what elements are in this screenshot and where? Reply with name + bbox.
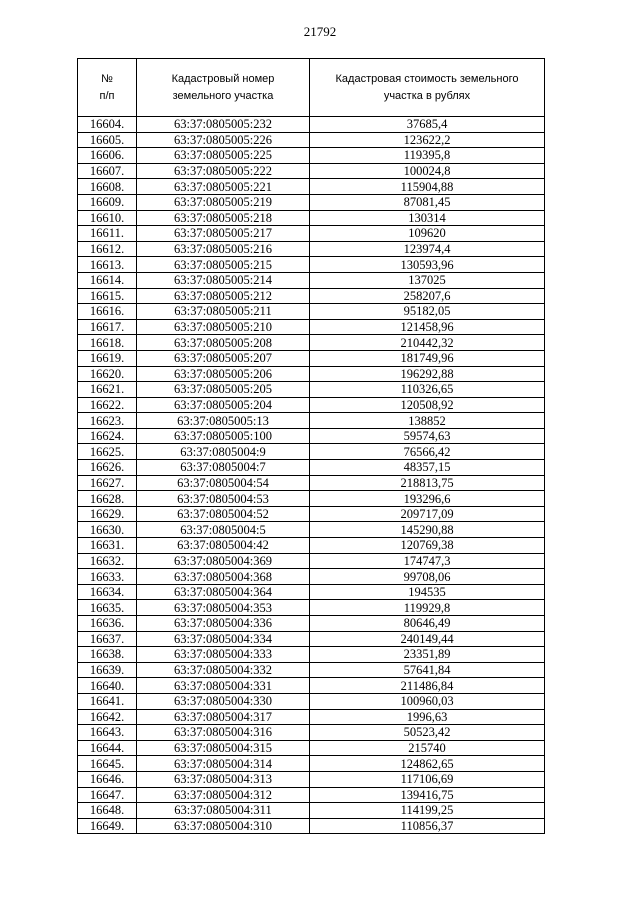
- header-cadastral-value: [310, 59, 545, 117]
- table-row: [78, 569, 545, 585]
- cadastral-value-cell: 110856,37: [310, 818, 545, 834]
- table-row: [78, 647, 545, 663]
- cadastral-value-cell: 210442,32: [310, 335, 545, 351]
- header-cadastral-number: [137, 59, 310, 117]
- cadastral-number-cell: 63:37:0805005:219: [137, 194, 310, 210]
- row-number-cell: 16610.: [78, 210, 137, 226]
- row-number-cell: 16622.: [78, 397, 137, 413]
- cadastral-number-cell: 63:37:0805005:100: [137, 428, 310, 444]
- cadastral-number-cell: 63:37:0805004:54: [137, 475, 310, 491]
- header-row: [78, 59, 545, 117]
- table-row: [78, 288, 545, 304]
- cadastral-value-cell: 193296,6: [310, 491, 545, 507]
- table-row: [78, 226, 545, 242]
- cadastral-number-cell: 63:37:0805004:313: [137, 771, 310, 787]
- cadastral-number-cell: 63:37:0805005:210: [137, 319, 310, 335]
- table-row: [78, 553, 545, 569]
- row-number-cell: 16609.: [78, 194, 137, 210]
- table-row: [78, 194, 545, 210]
- row-number-cell: 16646.: [78, 771, 137, 787]
- cadastral-number-cell: 63:37:0805004:52: [137, 506, 310, 522]
- cadastral-number-cell: 63:37:0805005:204: [137, 397, 310, 413]
- cadastral-value-table: [77, 58, 545, 834]
- cadastral-number-cell: 63:37:0805005:13: [137, 413, 310, 429]
- cadastral-number-cell: 63:37:0805005:208: [137, 335, 310, 351]
- cadastral-value-cell: 145290,88: [310, 522, 545, 538]
- table-row: [78, 304, 545, 320]
- cadastral-value-cell: 139416,75: [310, 787, 545, 803]
- cadastral-number-cell: 63:37:0805004:9: [137, 444, 310, 460]
- table-row: [78, 740, 545, 756]
- row-number-cell: 16605.: [78, 132, 137, 148]
- table-row: [78, 413, 545, 429]
- cadastral-number-cell: 63:37:0805005:215: [137, 257, 310, 273]
- cadastral-number-cell: 63:37:0805004:369: [137, 553, 310, 569]
- table-row: [78, 366, 545, 382]
- row-number-cell: 16635.: [78, 600, 137, 616]
- table-row: [78, 538, 545, 554]
- row-number-cell: 16606.: [78, 148, 137, 164]
- cadastral-value-cell: 130314: [310, 210, 545, 226]
- cadastral-number-cell: 63:37:0805004:330: [137, 693, 310, 709]
- row-number-cell: 16628.: [78, 491, 137, 507]
- cadastral-number-cell: 63:37:0805004:314: [137, 756, 310, 772]
- table-row: [78, 132, 545, 148]
- cadastral-value-cell: 209717,09: [310, 506, 545, 522]
- table-row: [78, 460, 545, 476]
- cadastral-value-cell: 23351,89: [310, 647, 545, 663]
- cadastral-number-cell: 63:37:0805004:42: [137, 538, 310, 554]
- row-number-cell: 16648.: [78, 803, 137, 819]
- table-row: [78, 771, 545, 787]
- table-body: [78, 117, 545, 834]
- row-number-cell: 16608.: [78, 179, 137, 195]
- table-row: [78, 600, 545, 616]
- cadastral-number-cell: 63:37:0805004:331: [137, 678, 310, 694]
- table-row: [78, 631, 545, 647]
- cadastral-value-cell: 240149,44: [310, 631, 545, 647]
- row-number-cell: 16633.: [78, 569, 137, 585]
- cadastral-value-cell: 100960,03: [310, 693, 545, 709]
- table-header: [78, 59, 545, 117]
- table-row: [78, 662, 545, 678]
- row-number-cell: 16624.: [78, 428, 137, 444]
- table-row: [78, 475, 545, 491]
- row-number-cell: 16618.: [78, 335, 137, 351]
- table-row: [78, 382, 545, 398]
- table-row: [78, 210, 545, 226]
- header-row-number: [78, 59, 137, 117]
- cadastral-number-cell: 63:37:0805004:311: [137, 803, 310, 819]
- table-row: [78, 506, 545, 522]
- cadastral-value-cell: 100024,8: [310, 163, 545, 179]
- cadastral-value-cell: 95182,05: [310, 304, 545, 320]
- row-number-cell: 16645.: [78, 756, 137, 772]
- cadastral-number-cell: 63:37:0805004:336: [137, 616, 310, 632]
- cadastral-number-cell: 63:37:0805004:334: [137, 631, 310, 647]
- table-row: [78, 756, 545, 772]
- cadastral-value-cell: 218813,75: [310, 475, 545, 491]
- cadastral-number-cell: 63:37:0805004:53: [137, 491, 310, 507]
- table-row: [78, 803, 545, 819]
- table-row: [78, 319, 545, 335]
- cadastral-number-cell: 63:37:0805005:211: [137, 304, 310, 320]
- table-row: [78, 709, 545, 725]
- row-number-cell: 16621.: [78, 382, 137, 398]
- row-number-cell: 16643.: [78, 725, 137, 741]
- table-row: [78, 725, 545, 741]
- cadastral-number-cell: 63:37:0805004:317: [137, 709, 310, 725]
- cadastral-value-cell: 196292,88: [310, 366, 545, 382]
- row-number-cell: 16619.: [78, 350, 137, 366]
- row-number-cell: 16617.: [78, 319, 137, 335]
- cadastral-number-cell: 63:37:0805005:207: [137, 350, 310, 366]
- cadastral-number-cell: 63:37:0805005:232: [137, 117, 310, 133]
- table-row: [78, 491, 545, 507]
- row-number-cell: 16625.: [78, 444, 137, 460]
- cadastral-value-cell: 215740: [310, 740, 545, 756]
- cadastral-number-cell: 63:37:0805004:333: [137, 647, 310, 663]
- cadastral-value-cell: 57641,84: [310, 662, 545, 678]
- row-number-cell: 16604.: [78, 117, 137, 133]
- cadastral-number-cell: 63:37:0805005:222: [137, 163, 310, 179]
- cadastral-value-cell: 109620: [310, 226, 545, 242]
- cadastral-value-cell: 194535: [310, 584, 545, 600]
- cadastral-number-cell: 63:37:0805005:226: [137, 132, 310, 148]
- table-row: [78, 335, 545, 351]
- table-row: [78, 272, 545, 288]
- row-number-cell: 16620.: [78, 366, 137, 382]
- cadastral-number-cell: 63:37:0805004:312: [137, 787, 310, 803]
- cadastral-value-cell: 211486,84: [310, 678, 545, 694]
- row-number-cell: 16638.: [78, 647, 137, 663]
- row-number-cell: 16627.: [78, 475, 137, 491]
- cadastral-number-cell: 63:37:0805004:310: [137, 818, 310, 834]
- row-number-cell: 16614.: [78, 272, 137, 288]
- cadastral-number-cell: 63:37:0805004:332: [137, 662, 310, 678]
- cadastral-value-cell: 115904,88: [310, 179, 545, 195]
- cadastral-number-cell: 63:37:0805005:212: [137, 288, 310, 304]
- table-row: [78, 179, 545, 195]
- table-row: [78, 397, 545, 413]
- cadastral-value-cell: 138852: [310, 413, 545, 429]
- cadastral-value-cell: 37685,4: [310, 117, 545, 133]
- row-number-cell: 16632.: [78, 553, 137, 569]
- cadastral-value-cell: 80646,49: [310, 616, 545, 632]
- row-number-cell: 16613.: [78, 257, 137, 273]
- cadastral-number-cell: 63:37:0805004:5: [137, 522, 310, 538]
- table-row: [78, 428, 545, 444]
- row-number-cell: 16630.: [78, 522, 137, 538]
- row-number-cell: 16647.: [78, 787, 137, 803]
- cadastral-value-cell: 137025: [310, 272, 545, 288]
- cadastral-value-cell: 117106,69: [310, 771, 545, 787]
- cadastral-value-cell: 130593,96: [310, 257, 545, 273]
- cadastral-value-cell: 120769,38: [310, 538, 545, 554]
- row-number-cell: 16626.: [78, 460, 137, 476]
- cadastral-number-cell: 63:37:0805005:205: [137, 382, 310, 398]
- cadastral-value-cell: 174747,3: [310, 553, 545, 569]
- cadastral-value-cell: 124862,65: [310, 756, 545, 772]
- header-cadastral-value-label: Кадастровая стоимость земельного участка в рублях: [335, 72, 519, 102]
- cadastral-number-cell: 63:37:0805004:315: [137, 740, 310, 756]
- cadastral-value-cell: 121458,96: [310, 319, 545, 335]
- row-number-cell: 16649.: [78, 818, 137, 834]
- cadastral-number-cell: 63:37:0805005:218: [137, 210, 310, 226]
- table-row: [78, 350, 545, 366]
- cadastral-number-cell: 63:37:0805004:7: [137, 460, 310, 476]
- table-row: [78, 257, 545, 273]
- cadastral-value-cell: 99708,06: [310, 569, 545, 585]
- table-row: [78, 584, 545, 600]
- cadastral-value-cell: 123622,2: [310, 132, 545, 148]
- page-number: 21792: [303, 24, 337, 39]
- row-number-cell: 16631.: [78, 538, 137, 554]
- row-number-cell: 16642.: [78, 709, 137, 725]
- table-row: [78, 163, 545, 179]
- table-row: [78, 787, 545, 803]
- cadastral-number-cell: 63:37:0805004:353: [137, 600, 310, 616]
- row-number-cell: 16607.: [78, 163, 137, 179]
- cadastral-value-cell: 87081,45: [310, 194, 545, 210]
- cadastral-value-cell: 119395,8: [310, 148, 545, 164]
- row-number-cell: 16644.: [78, 740, 137, 756]
- cadastral-number-cell: 63:37:0805004:364: [137, 584, 310, 600]
- header-row-number-label: № п/п: [99, 72, 115, 102]
- row-number-cell: 16639.: [78, 662, 137, 678]
- header-cadastral-number-label: Кадастровый номер земельного участка: [171, 72, 275, 102]
- cadastral-value-cell: 50523,42: [310, 725, 545, 741]
- cadastral-value-cell: 59574,63: [310, 428, 545, 444]
- table-row: [78, 241, 545, 257]
- cadastral-value-cell: 258207,6: [310, 288, 545, 304]
- table-row: [78, 148, 545, 164]
- cadastral-value-cell: 48357,15: [310, 460, 545, 476]
- row-number-cell: 16636.: [78, 616, 137, 632]
- table-row: [78, 616, 545, 632]
- cadastral-number-cell: 63:37:0805004:368: [137, 569, 310, 585]
- cadastral-number-cell: 63:37:0805005:217: [137, 226, 310, 242]
- cadastral-value-cell: 119929,8: [310, 600, 545, 616]
- table-row: [78, 444, 545, 460]
- row-number-cell: 16616.: [78, 304, 137, 320]
- row-number-cell: 16629.: [78, 506, 137, 522]
- row-number-cell: 16634.: [78, 584, 137, 600]
- cadastral-number-cell: 63:37:0805005:214: [137, 272, 310, 288]
- row-number-cell: 16623.: [78, 413, 137, 429]
- cadastral-number-cell: 63:37:0805005:221: [137, 179, 310, 195]
- cadastral-value-cell: 181749,96: [310, 350, 545, 366]
- table-row: [78, 117, 545, 133]
- table-row: [78, 522, 545, 538]
- cadastral-value-cell: 120508,92: [310, 397, 545, 413]
- row-number-cell: 16641.: [78, 693, 137, 709]
- cadastral-value-cell: 76566,42: [310, 444, 545, 460]
- cadastral-value-cell: 114199,25: [310, 803, 545, 819]
- row-number-cell: 16612.: [78, 241, 137, 257]
- table-row: [78, 678, 545, 694]
- table-row: [78, 693, 545, 709]
- cadastral-number-cell: 63:37:0805005:216: [137, 241, 310, 257]
- cadastral-value-cell: 123974,4: [310, 241, 545, 257]
- cadastral-number-cell: 63:37:0805004:316: [137, 725, 310, 741]
- cadastral-value-cell: 110326,65: [310, 382, 545, 398]
- table-row: [78, 818, 545, 834]
- cadastral-number-cell: 63:37:0805005:206: [137, 366, 310, 382]
- row-number-cell: 16615.: [78, 288, 137, 304]
- cadastral-number-cell: 63:37:0805005:225: [137, 148, 310, 164]
- row-number-cell: 16640.: [78, 678, 137, 694]
- cadastral-value-cell: 1996,63: [310, 709, 545, 725]
- row-number-cell: 16611.: [78, 226, 137, 242]
- row-number-cell: 16637.: [78, 631, 137, 647]
